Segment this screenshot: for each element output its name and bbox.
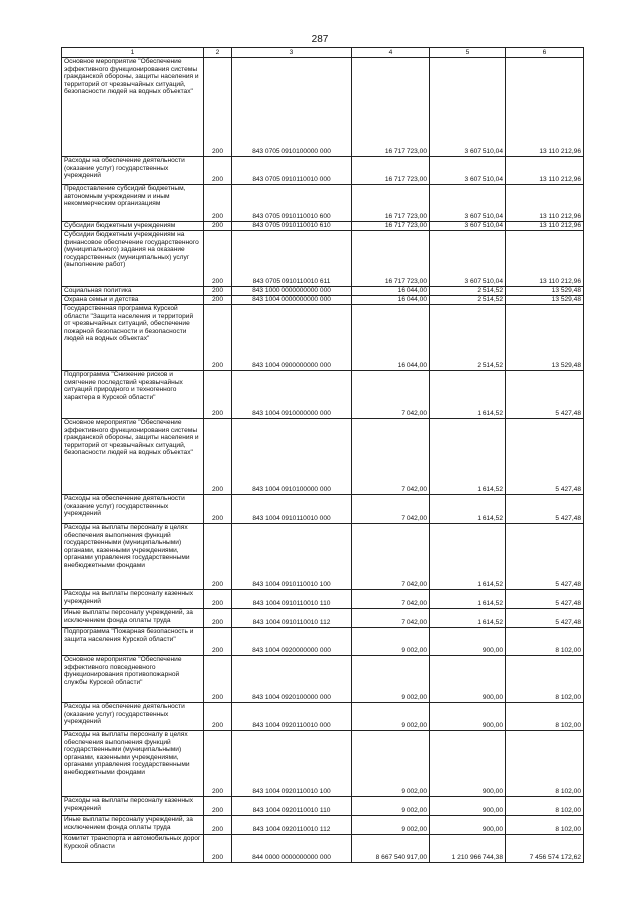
row-approved-cell: 7 042,00 (352, 495, 430, 524)
table-row (62, 495, 584, 524)
row-code-cell: 200 (204, 731, 232, 797)
row-remaining-cell: 8 102,00 (506, 656, 584, 703)
row-code-cell: 200 (204, 157, 232, 185)
row-name-cell: Основное мероприятие "Обеспечение эффективного функционирования системы гражданской обороны, защиты населения и территорий от чрезвычайных ситуаций, безопасности людей на водных объектах" (62, 58, 204, 157)
row-remaining-cell: 13 529,48 (506, 287, 584, 296)
table-row (62, 731, 584, 797)
row-remaining-cell: 8 102,00 (506, 816, 584, 835)
row-code-cell: 200 (204, 296, 232, 305)
row-classification-cell: 843 1004 0920110010 100 (232, 731, 352, 797)
row-remaining-cell: 5 427,48 (506, 524, 584, 590)
table-body (62, 58, 584, 863)
row-code-cell: 200 (204, 703, 232, 731)
row-approved-cell: 16 717 723,00 (352, 222, 430, 231)
row-approved-cell: 9 002,00 (352, 703, 430, 731)
row-executed-cell: 1 614,52 (430, 590, 506, 609)
row-executed-cell: 2 514,52 (430, 296, 506, 305)
row-approved-cell: 16 717 723,00 (352, 231, 430, 287)
row-remaining-cell: 8 102,00 (506, 703, 584, 731)
col-header-2: 2 (204, 48, 232, 58)
row-approved-cell: 7 042,00 (352, 371, 430, 419)
row-remaining-cell: 8 102,00 (506, 797, 584, 816)
table-row (62, 419, 584, 495)
table-row (62, 296, 584, 305)
row-name-cell: Подпрограмма "Пожарная безопасность и защита населения Курской области" (62, 628, 204, 656)
row-code-cell: 200 (204, 231, 232, 287)
table-row (62, 58, 584, 157)
row-code-cell: 200 (204, 590, 232, 609)
budget-table (61, 47, 584, 863)
table-header-row (62, 48, 584, 58)
row-name-cell: Иные выплаты персоналу учреждений, за исключением фонда оплаты труда (62, 816, 204, 835)
row-approved-cell: 16 044,00 (352, 287, 430, 296)
row-classification-cell: 843 1004 0910110010 000 (232, 495, 352, 524)
row-remaining-cell: 13 529,48 (506, 305, 584, 371)
row-code-cell: 200 (204, 656, 232, 703)
row-executed-cell: 3 607 510,04 (430, 185, 506, 222)
row-name-cell: Основное мероприятие "Обеспечение эффективного повседневного функционирования противопожарной службы Курской области" (62, 656, 204, 703)
row-approved-cell: 8 667 540 917,00 (352, 835, 430, 863)
row-remaining-cell: 8 102,00 (506, 731, 584, 797)
row-classification-cell: 843 1004 0900000000 000 (232, 305, 352, 371)
row-executed-cell: 3 607 510,04 (430, 231, 506, 287)
row-remaining-cell: 5 427,48 (506, 590, 584, 609)
row-name-cell: Расходы на обеспечение деятельности (оказание услуг) государственных учреждений (62, 157, 204, 185)
row-executed-cell: 2 514,52 (430, 287, 506, 296)
col-header-5: 5 (430, 48, 506, 58)
row-name-cell: Предоставление субсидий бюджетным, автономным учреждениям и иным некоммерческим организациям (62, 185, 204, 222)
row-executed-cell: 1 614,52 (430, 495, 506, 524)
row-executed-cell: 900,00 (430, 703, 506, 731)
row-approved-cell: 16 717 723,00 (352, 58, 430, 157)
row-executed-cell: 900,00 (430, 797, 506, 816)
row-classification-cell: 843 1004 0910110010 112 (232, 609, 352, 628)
row-classification-cell: 843 0705 0910100000 000 (232, 58, 352, 157)
row-approved-cell: 16 044,00 (352, 305, 430, 371)
row-code-cell: 200 (204, 524, 232, 590)
row-classification-cell: 843 1004 0920110010 110 (232, 797, 352, 816)
row-name-cell: Расходы на выплаты персоналу казенных учреждений (62, 797, 204, 816)
row-code-cell: 200 (204, 628, 232, 656)
row-code-cell: 200 (204, 305, 232, 371)
row-code-cell: 200 (204, 222, 232, 231)
col-header-4: 4 (352, 48, 430, 58)
row-remaining-cell: 13 110 212,96 (506, 222, 584, 231)
row-code-cell: 200 (204, 495, 232, 524)
row-executed-cell: 2 514,52 (430, 305, 506, 371)
row-classification-cell: 843 1004 0920110010 000 (232, 703, 352, 731)
row-approved-cell: 7 042,00 (352, 419, 430, 495)
table-row (62, 185, 584, 222)
col-header-6: 6 (506, 48, 584, 58)
table-row (62, 157, 584, 185)
row-name-cell: Подпрограмма "Снижение рисков и смягчение последствий чрезвычайных ситуаций природного и техногенного характера в Курской области" (62, 371, 204, 419)
table-row (62, 231, 584, 287)
row-name-cell: Комитет транспорта и автомобильных дорог Курской области (62, 835, 204, 863)
row-remaining-cell: 5 427,48 (506, 419, 584, 495)
row-approved-cell: 9 002,00 (352, 628, 430, 656)
row-executed-cell: 1 614,52 (430, 609, 506, 628)
table-row (62, 305, 584, 371)
row-code-cell: 200 (204, 287, 232, 296)
table-row (62, 835, 584, 863)
table-row (62, 816, 584, 835)
row-approved-cell: 9 002,00 (352, 816, 430, 835)
row-remaining-cell: 7 456 574 172,62 (506, 835, 584, 863)
table-row (62, 797, 584, 816)
row-code-cell: 200 (204, 797, 232, 816)
row-executed-cell: 1 614,52 (430, 371, 506, 419)
table-row (62, 222, 584, 231)
row-name-cell: Субсидии бюджетным учреждениям (62, 222, 204, 231)
row-code-cell: 200 (204, 419, 232, 495)
row-approved-cell: 9 002,00 (352, 731, 430, 797)
row-remaining-cell: 5 427,48 (506, 371, 584, 419)
row-approved-cell: 7 042,00 (352, 609, 430, 628)
row-name-cell: Субсидии бюджетным учреждениям на финансовое обеспечение государственного (муниципального) задания на оказание государственных (муниципальных) услуг (выполнение работ) (62, 231, 204, 287)
row-code-cell: 200 (204, 816, 232, 835)
row-approved-cell: 7 042,00 (352, 524, 430, 590)
page-number: 287 (311, 34, 329, 45)
row-remaining-cell: 5 427,48 (506, 495, 584, 524)
row-classification-cell: 843 0705 0910110010 600 (232, 185, 352, 222)
table-row (62, 703, 584, 731)
row-executed-cell: 1 614,52 (430, 524, 506, 590)
row-executed-cell: 900,00 (430, 731, 506, 797)
row-classification-cell: 844 0000 0000000000 000 (232, 835, 352, 863)
row-executed-cell: 900,00 (430, 656, 506, 703)
row-classification-cell: 843 1000 0000000000 000 (232, 287, 352, 296)
row-executed-cell: 900,00 (430, 816, 506, 835)
row-approved-cell: 9 002,00 (352, 797, 430, 816)
row-remaining-cell: 13 529,48 (506, 296, 584, 305)
row-executed-cell: 3 607 510,04 (430, 58, 506, 157)
table-row (62, 524, 584, 590)
row-approved-cell: 16 717 723,00 (352, 185, 430, 222)
row-classification-cell: 843 1004 0920000000 000 (232, 628, 352, 656)
row-classification-cell: 843 1004 0910110010 110 (232, 590, 352, 609)
row-name-cell: Основное мероприятие "Обеспечение эффективного функционирования системы гражданской обороны, защиты населения и территорий от чрезвычайных ситуаций, безопасности людей на водных объектах" (62, 419, 204, 495)
row-classification-cell: 843 1004 0910110010 100 (232, 524, 352, 590)
row-approved-cell: 9 002,00 (352, 656, 430, 703)
row-remaining-cell: 13 110 212,96 (506, 58, 584, 157)
row-executed-cell: 3 607 510,04 (430, 157, 506, 185)
table-row (62, 656, 584, 703)
table-row (62, 628, 584, 656)
row-remaining-cell: 13 110 212,96 (506, 231, 584, 287)
row-executed-cell: 1 614,52 (430, 419, 506, 495)
table-row (62, 371, 584, 419)
row-name-cell: Социальная политика (62, 287, 204, 296)
row-remaining-cell: 8 102,00 (506, 628, 584, 656)
row-code-cell: 200 (204, 835, 232, 863)
row-name-cell: Иные выплаты персоналу учреждений, за исключением фонда оплаты труда (62, 609, 204, 628)
table-row (62, 287, 584, 296)
col-header-3: 3 (232, 48, 352, 58)
row-code-cell: 200 (204, 609, 232, 628)
row-approved-cell: 16 717 723,00 (352, 157, 430, 185)
row-classification-cell: 843 1004 0920100000 000 (232, 656, 352, 703)
row-executed-cell: 3 607 510,04 (430, 222, 506, 231)
row-name-cell: Охрана семьи и детства (62, 296, 204, 305)
row-code-cell: 200 (204, 371, 232, 419)
row-classification-cell: 843 1004 0910100000 000 (232, 419, 352, 495)
row-classification-cell: 843 1004 0920110010 112 (232, 816, 352, 835)
row-classification-cell: 843 0705 0910110010 610 (232, 222, 352, 231)
row-classification-cell: 843 1004 0000000000 000 (232, 296, 352, 305)
row-executed-cell: 1 210 966 744,38 (430, 835, 506, 863)
row-name-cell: Расходы на выплаты персоналу в целях обеспечения выполнения функций государственными (муниципальными) органами, казенными учреждениями, органами управления государственными внебюджетными фондами (62, 524, 204, 590)
row-classification-cell: 843 0705 0910110010 611 (232, 231, 352, 287)
row-name-cell: Расходы на выплаты персоналу в целях обеспечения выполнения функций государственными (муниципальными) органами, казенными учреждениями, органами управления государственными внебюджетными фондами (62, 731, 204, 797)
row-code-cell: 200 (204, 185, 232, 222)
row-classification-cell: 843 0705 0910110010 000 (232, 157, 352, 185)
row-classification-cell: 843 1004 0910000000 000 (232, 371, 352, 419)
col-header-1: 1 (62, 48, 204, 58)
row-approved-cell: 16 044,00 (352, 296, 430, 305)
row-name-cell: Государственная программа Курской области "Защита населения и территорий от чрезвычайных ситуаций, обеспечение пожарной безопасности и безопасности людей на водных объектах" (62, 305, 204, 371)
row-remaining-cell: 5 427,48 (506, 609, 584, 628)
row-remaining-cell: 13 110 212,96 (506, 157, 584, 185)
row-name-cell: Расходы на обеспечение деятельности (оказание услуг) государственных учреждений (62, 495, 204, 524)
row-name-cell: Расходы на выплаты персоналу казенных учреждений (62, 590, 204, 609)
row-executed-cell: 900,00 (430, 628, 506, 656)
table-row (62, 609, 584, 628)
row-code-cell: 200 (204, 58, 232, 157)
row-approved-cell: 7 042,00 (352, 590, 430, 609)
row-name-cell: Расходы на обеспечение деятельности (оказание услуг) государственных учреждений (62, 703, 204, 731)
row-remaining-cell: 13 110 212,96 (506, 185, 584, 222)
table-row (62, 590, 584, 609)
